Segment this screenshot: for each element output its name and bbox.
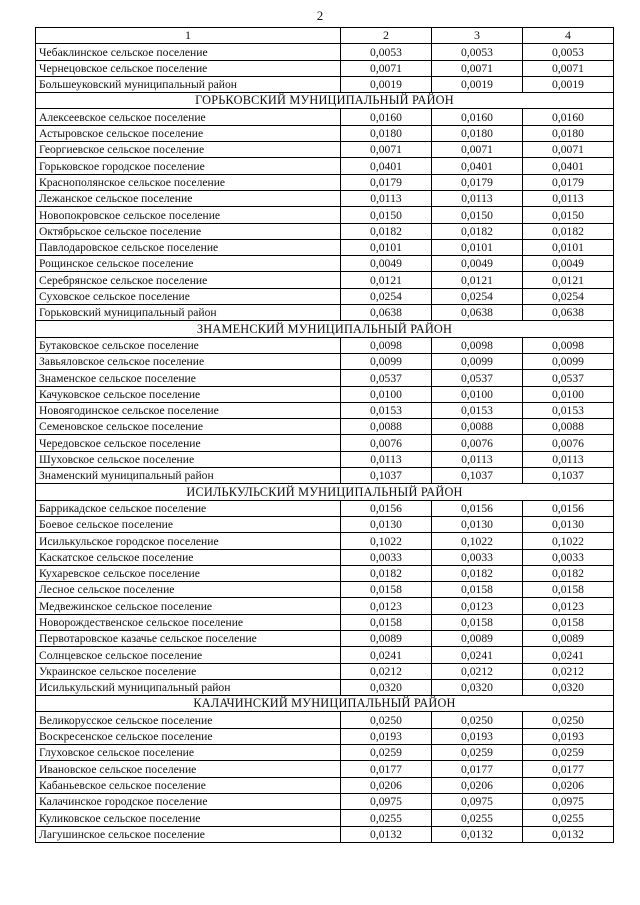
- settlement-name: Ивановское сельское поселение: [36, 761, 341, 777]
- settlement-name: Горьковский муниципальный район: [36, 305, 341, 321]
- value-cell: 0,0537: [432, 370, 523, 386]
- value-cell: 0,0259: [341, 745, 432, 761]
- value-cell: 0,0076: [341, 435, 432, 451]
- settlement-name: Чернецовское сельское поселение: [36, 60, 341, 76]
- table-row: [36, 712, 614, 728]
- value-cell: 0,0537: [523, 370, 614, 386]
- value-cell: 0,0182: [523, 223, 614, 239]
- column-header: 3: [432, 28, 523, 44]
- table-row: [36, 60, 614, 76]
- value-cell: 0,0121: [341, 272, 432, 288]
- value-cell: 0,0320: [523, 679, 614, 695]
- table-row: [36, 288, 614, 304]
- table-row: [36, 370, 614, 386]
- value-cell: 0,0088: [523, 419, 614, 435]
- settlement-name: Каскатское сельское поселение: [36, 549, 341, 565]
- value-cell: 0,0049: [523, 256, 614, 272]
- table-row: [36, 451, 614, 467]
- settlement-name: Солнцевское сельское поселение: [36, 647, 341, 663]
- value-cell: 0,0206: [341, 777, 432, 793]
- table-row: [36, 174, 614, 190]
- value-cell: 0,0113: [432, 190, 523, 206]
- value-cell: 0,0071: [523, 60, 614, 76]
- table-row: [36, 582, 614, 598]
- settlement-name: Рощинское сельское поселение: [36, 256, 341, 272]
- column-header: 2: [341, 28, 432, 44]
- value-cell: 0,0179: [341, 174, 432, 190]
- value-cell: 0,0099: [432, 353, 523, 369]
- value-cell: 0,0241: [341, 647, 432, 663]
- table-row: [36, 598, 614, 614]
- district-title: ИСИЛЬКУЛЬСКИЙ МУНИЦИПАЛЬНЫЙ РАЙОН: [36, 484, 614, 500]
- value-cell: 0,0071: [432, 142, 523, 158]
- settlement-name: Большеуковский муниципальный район: [36, 76, 341, 92]
- value-cell: 0,0254: [432, 288, 523, 304]
- value-cell: 0,0401: [523, 158, 614, 174]
- value-cell: 0,0401: [432, 158, 523, 174]
- table-row: [36, 272, 614, 288]
- district-header-row: [36, 93, 614, 109]
- settlement-name: Качуковское сельское поселение: [36, 386, 341, 402]
- table-row: [36, 256, 614, 272]
- value-cell: 0,0113: [341, 451, 432, 467]
- table-row: [36, 549, 614, 565]
- value-cell: 0,0049: [432, 256, 523, 272]
- value-cell: 0,0113: [432, 451, 523, 467]
- value-cell: 0,0101: [523, 239, 614, 255]
- value-cell: 0,0250: [432, 712, 523, 728]
- table-row: [36, 516, 614, 532]
- column-header-row: [36, 28, 614, 44]
- value-cell: 0,0259: [523, 745, 614, 761]
- value-cell: 0,0150: [523, 207, 614, 223]
- value-cell: 0,0089: [432, 630, 523, 646]
- settlement-name: Чередовское сельское поселение: [36, 435, 341, 451]
- settlement-name: Кухаревское сельское поселение: [36, 565, 341, 581]
- value-cell: 0,0098: [341, 337, 432, 353]
- value-cell: 0,0158: [432, 582, 523, 598]
- table-body: [36, 28, 614, 843]
- table-row: [36, 402, 614, 418]
- settlement-name: Краснополянское сельское поселение: [36, 174, 341, 190]
- value-cell: 0,1022: [523, 533, 614, 549]
- value-cell: 0,0177: [523, 761, 614, 777]
- value-cell: 0,0975: [523, 793, 614, 809]
- table-row: [36, 745, 614, 761]
- value-cell: 0,0537: [341, 370, 432, 386]
- value-cell: 0,0975: [432, 793, 523, 809]
- value-cell: 0,0250: [341, 712, 432, 728]
- value-cell: 0,0019: [432, 76, 523, 92]
- settlement-name: Лагушинское сельское поселение: [36, 826, 341, 842]
- table-row: [36, 679, 614, 695]
- district-title: ЗНАМЕНСКИЙ МУНИЦИПАЛЬНЫЙ РАЙОН: [36, 321, 614, 337]
- value-cell: 0,0254: [341, 288, 432, 304]
- value-cell: 0,0130: [523, 516, 614, 532]
- table-row: [36, 353, 614, 369]
- value-cell: 0,0241: [432, 647, 523, 663]
- settlement-name: Астыровское сельское поселение: [36, 125, 341, 141]
- table-row: [36, 761, 614, 777]
- table-row: [36, 44, 614, 60]
- value-cell: 0,0638: [523, 305, 614, 321]
- value-cell: 0,0255: [341, 810, 432, 826]
- settlement-name: Алексеевское сельское поселение: [36, 109, 341, 125]
- table-row: [36, 76, 614, 92]
- settlement-name: Новоягодинское сельское поселение: [36, 402, 341, 418]
- value-cell: 0,0212: [523, 663, 614, 679]
- value-cell: 0,0153: [432, 402, 523, 418]
- table-row: [36, 158, 614, 174]
- table-row: [36, 190, 614, 206]
- value-cell: 0,0182: [523, 565, 614, 581]
- value-cell: 0,0019: [341, 76, 432, 92]
- value-cell: 0,0182: [341, 223, 432, 239]
- table-row: [36, 239, 614, 255]
- table-row: [36, 142, 614, 158]
- value-cell: 0,0177: [341, 761, 432, 777]
- value-cell: 0,0250: [523, 712, 614, 728]
- value-cell: 0,0212: [432, 663, 523, 679]
- value-cell: 0,0130: [341, 516, 432, 532]
- value-cell: 0,1037: [341, 468, 432, 484]
- value-cell: 0,0206: [523, 777, 614, 793]
- value-cell: 0,0153: [523, 402, 614, 418]
- value-cell: 0,0098: [523, 337, 614, 353]
- value-cell: 0,0241: [523, 647, 614, 663]
- value-cell: 0,0158: [432, 614, 523, 630]
- settlement-name: Исилькульский муниципальный район: [36, 679, 341, 695]
- value-cell: 0,0101: [432, 239, 523, 255]
- value-cell: 0,0177: [432, 761, 523, 777]
- value-cell: 0,0179: [432, 174, 523, 190]
- value-cell: 0,0071: [341, 60, 432, 76]
- table-row: [36, 109, 614, 125]
- value-cell: 0,0179: [523, 174, 614, 190]
- settlement-name: Горьковское городское поселение: [36, 158, 341, 174]
- value-cell: 0,0071: [523, 142, 614, 158]
- value-cell: 0,0130: [432, 516, 523, 532]
- table-row: [36, 419, 614, 435]
- value-cell: 0,0100: [523, 386, 614, 402]
- settlement-name: Воскресенское сельское поселение: [36, 728, 341, 744]
- value-cell: 0,0153: [341, 402, 432, 418]
- value-cell: 0,0156: [341, 500, 432, 516]
- value-cell: 0,0320: [341, 679, 432, 695]
- settlement-name: Шуховское сельское поселение: [36, 451, 341, 467]
- value-cell: 0,0158: [341, 582, 432, 598]
- table-row: [36, 647, 614, 663]
- value-cell: 0,0150: [341, 207, 432, 223]
- value-cell: 0,0053: [523, 44, 614, 60]
- value-cell: 0,0019: [523, 76, 614, 92]
- value-cell: 0,0100: [341, 386, 432, 402]
- settlement-name: Павлодаровское сельское поселение: [36, 239, 341, 255]
- settlement-name: Суховское сельское поселение: [36, 288, 341, 304]
- value-cell: 0,0255: [523, 810, 614, 826]
- value-cell: 0,0320: [432, 679, 523, 695]
- table-row: [36, 500, 614, 516]
- table-row: [36, 810, 614, 826]
- table-row: [36, 826, 614, 842]
- table-row: [36, 125, 614, 141]
- table-row: [36, 223, 614, 239]
- table-row: [36, 468, 614, 484]
- settlement-name: Бутаковское сельское поселение: [36, 337, 341, 353]
- settlement-name: Великорусское сельское поселение: [36, 712, 341, 728]
- table-row: [36, 565, 614, 581]
- table-row: [36, 777, 614, 793]
- value-cell: 0,0156: [432, 500, 523, 516]
- settlement-name: Новопокровское сельское поселение: [36, 207, 341, 223]
- value-cell: 0,0255: [432, 810, 523, 826]
- value-cell: 0,1037: [432, 468, 523, 484]
- district-header-row: [36, 321, 614, 337]
- settlement-name: Завьяловское сельское поселение: [36, 353, 341, 369]
- settlement-name: Чебаклинское сельское поселение: [36, 44, 341, 60]
- settlement-name: Кабаньевское сельское поселение: [36, 777, 341, 793]
- allocation-table: [35, 27, 614, 843]
- value-cell: 0,0206: [432, 777, 523, 793]
- value-cell: 0,0401: [341, 158, 432, 174]
- value-cell: 0,0123: [523, 598, 614, 614]
- value-cell: 0,0088: [341, 419, 432, 435]
- value-cell: 0,0099: [523, 353, 614, 369]
- settlement-name: Знаменское сельское поселение: [36, 370, 341, 386]
- value-cell: 0,0160: [341, 109, 432, 125]
- value-cell: 0,0053: [432, 44, 523, 60]
- value-cell: 0,0158: [523, 582, 614, 598]
- settlement-name: Семеновское сельское поселение: [36, 419, 341, 435]
- value-cell: 0,0150: [432, 207, 523, 223]
- value-cell: 0,0076: [523, 435, 614, 451]
- value-cell: 0,0132: [523, 826, 614, 842]
- value-cell: 0,0101: [341, 239, 432, 255]
- value-cell: 0,0113: [523, 451, 614, 467]
- table-row: [36, 614, 614, 630]
- district-title: КАЛАЧИНСКИЙ МУНИЦИПАЛЬНЫЙ РАЙОН: [36, 696, 614, 712]
- table-row: [36, 728, 614, 744]
- table-row: [36, 207, 614, 223]
- value-cell: 0,0071: [432, 60, 523, 76]
- settlement-name: Исилькульское городское поселение: [36, 533, 341, 549]
- value-cell: 0,0099: [341, 353, 432, 369]
- value-cell: 0,0182: [432, 565, 523, 581]
- column-header: 4: [523, 28, 614, 44]
- district-title: ГОРЬКОВСКИЙ МУНИЦИПАЛЬНЫЙ РАЙОН: [36, 93, 614, 109]
- value-cell: 0,0193: [341, 728, 432, 744]
- table-row: [36, 386, 614, 402]
- value-cell: 0,0071: [341, 142, 432, 158]
- value-cell: 0,0158: [341, 614, 432, 630]
- value-cell: 0,0121: [523, 272, 614, 288]
- settlement-name: Куликовское сельское поселение: [36, 810, 341, 826]
- settlement-name: Новорождественское сельское поселение: [36, 614, 341, 630]
- value-cell: 0,1022: [432, 533, 523, 549]
- district-header-row: [36, 696, 614, 712]
- settlement-name: Калачинское городское поселение: [36, 793, 341, 809]
- table-row: [36, 337, 614, 353]
- value-cell: 0,0089: [523, 630, 614, 646]
- value-cell: 0,0033: [432, 549, 523, 565]
- value-cell: 0,0123: [341, 598, 432, 614]
- column-header: 1: [36, 28, 341, 44]
- table-row: [36, 663, 614, 679]
- value-cell: 0,0182: [432, 223, 523, 239]
- value-cell: 0,0113: [523, 190, 614, 206]
- value-cell: 0,0180: [432, 125, 523, 141]
- value-cell: 0,0180: [523, 125, 614, 141]
- value-cell: 0,0254: [523, 288, 614, 304]
- settlement-name: Первотаровское казачье сельское поселение: [36, 630, 341, 646]
- value-cell: 0,0132: [432, 826, 523, 842]
- settlement-name: Октябрьское сельское поселение: [36, 223, 341, 239]
- value-cell: 0,1022: [341, 533, 432, 549]
- settlement-name: Лесное сельское поселение: [36, 582, 341, 598]
- value-cell: 0,0193: [523, 728, 614, 744]
- table-row: [36, 630, 614, 646]
- value-cell: 0,0076: [432, 435, 523, 451]
- value-cell: 0,0160: [523, 109, 614, 125]
- table-row: [36, 793, 614, 809]
- value-cell: 0,0259: [432, 745, 523, 761]
- value-cell: 0,0212: [341, 663, 432, 679]
- value-cell: 0,0180: [341, 125, 432, 141]
- value-cell: 0,0158: [523, 614, 614, 630]
- value-cell: 0,0033: [523, 549, 614, 565]
- value-cell: 0,0975: [341, 793, 432, 809]
- district-header-row: [36, 484, 614, 500]
- value-cell: 0,0638: [341, 305, 432, 321]
- value-cell: 0,0160: [432, 109, 523, 125]
- value-cell: 0,0113: [341, 190, 432, 206]
- value-cell: 0,0182: [341, 565, 432, 581]
- settlement-name: Медвежинское сельское поселение: [36, 598, 341, 614]
- value-cell: 0,0053: [341, 44, 432, 60]
- value-cell: 0,0156: [523, 500, 614, 516]
- value-cell: 0,0089: [341, 630, 432, 646]
- settlement-name: Боевое сельское поселение: [36, 516, 341, 532]
- table-row: [36, 305, 614, 321]
- settlement-name: Украинское сельское поселение: [36, 663, 341, 679]
- table-row: [36, 533, 614, 549]
- value-cell: 0,0638: [432, 305, 523, 321]
- settlement-name: Георгиевское сельское поселение: [36, 142, 341, 158]
- value-cell: 0,0049: [341, 256, 432, 272]
- value-cell: 0,0132: [341, 826, 432, 842]
- value-cell: 0,1037: [523, 468, 614, 484]
- settlement-name: Баррикадское сельское поселение: [36, 500, 341, 516]
- value-cell: 0,0088: [432, 419, 523, 435]
- value-cell: 0,0033: [341, 549, 432, 565]
- settlement-name: Лежанское сельское поселение: [36, 190, 341, 206]
- value-cell: 0,0193: [432, 728, 523, 744]
- settlement-name: Глуховское сельское поселение: [36, 745, 341, 761]
- table-row: [36, 435, 614, 451]
- settlement-name: Знаменский муниципальный район: [36, 468, 341, 484]
- value-cell: 0,0100: [432, 386, 523, 402]
- page-number: 2: [316, 8, 324, 23]
- value-cell: 0,0098: [432, 337, 523, 353]
- settlement-name: Серебрянское сельское поселение: [36, 272, 341, 288]
- value-cell: 0,0123: [432, 598, 523, 614]
- value-cell: 0,0121: [432, 272, 523, 288]
